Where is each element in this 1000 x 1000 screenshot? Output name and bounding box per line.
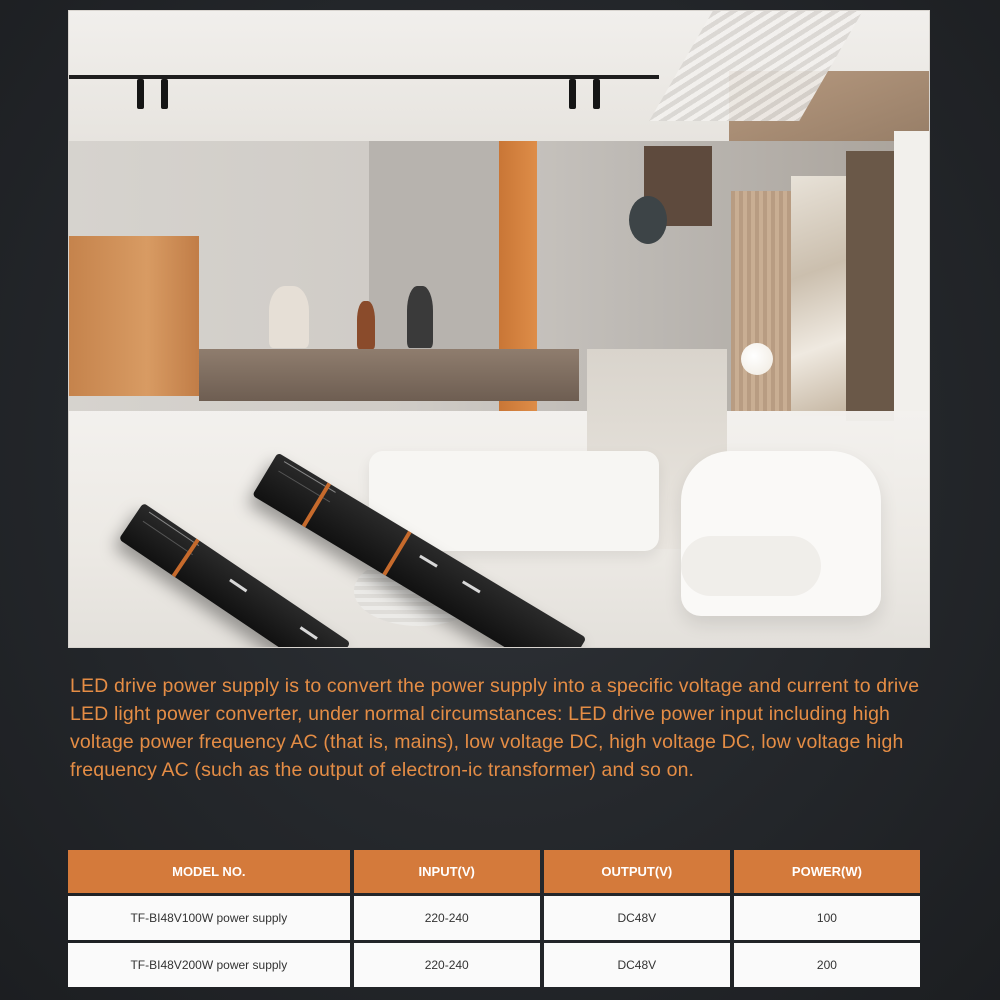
track-spotlight <box>137 79 144 109</box>
column-header-model: MODEL NO. <box>68 850 350 893</box>
decor-sculpture <box>357 301 375 349</box>
track-spotlight <box>161 79 168 109</box>
decor-sculpture <box>629 196 667 244</box>
globe-lamp <box>741 343 773 375</box>
column-header-power: POWER(W) <box>734 850 920 893</box>
decor-sculpture <box>269 286 309 348</box>
cell-output: DC48V <box>544 943 730 987</box>
armchair-seat <box>681 536 821 596</box>
connector-slot <box>462 580 481 593</box>
connector-slot <box>229 579 247 593</box>
orange-band <box>382 531 411 576</box>
connector-slot <box>300 626 318 640</box>
wood-shelf <box>199 349 579 401</box>
spec-table <box>64 847 924 990</box>
cell-model: TF-BI48V100W power supply <box>68 896 350 940</box>
dark-wall-panel <box>846 151 894 421</box>
cell-power: 100 <box>734 896 920 940</box>
cell-input: 220-240 <box>354 896 540 940</box>
table-header-row <box>68 850 920 893</box>
cell-power: 200 <box>734 943 920 987</box>
product-description: LED drive power supply is to convert the power supply into a specific voltage and current to drive LED light power converter, under normal circumstances: LED drive power input including high voltage power frequency AC (that is, mains), low voltage DC, high voltage DC, low voltage high frequency AC (such as the output of electron-ic transformer) and so on. <box>70 675 920 781</box>
wood-slat-wall <box>731 191 791 411</box>
connector-slot <box>419 555 438 568</box>
decor-sculpture <box>407 286 433 348</box>
cell-output: DC48V <box>544 896 730 940</box>
column-header-output: OUTPUT(V) <box>544 850 730 893</box>
track-spotlight <box>569 79 576 109</box>
orange-wall-panel <box>69 236 199 396</box>
track-spotlight <box>593 79 600 109</box>
wall-panel <box>369 141 499 361</box>
marble-panel <box>791 176 846 416</box>
cell-input: 220-240 <box>354 943 540 987</box>
table-row <box>68 943 920 987</box>
cell-model: TF-BI48V200W power supply <box>68 943 350 987</box>
column-header-input: INPUT(V) <box>354 850 540 893</box>
product-hero-image <box>68 10 930 648</box>
table-row <box>68 896 920 940</box>
